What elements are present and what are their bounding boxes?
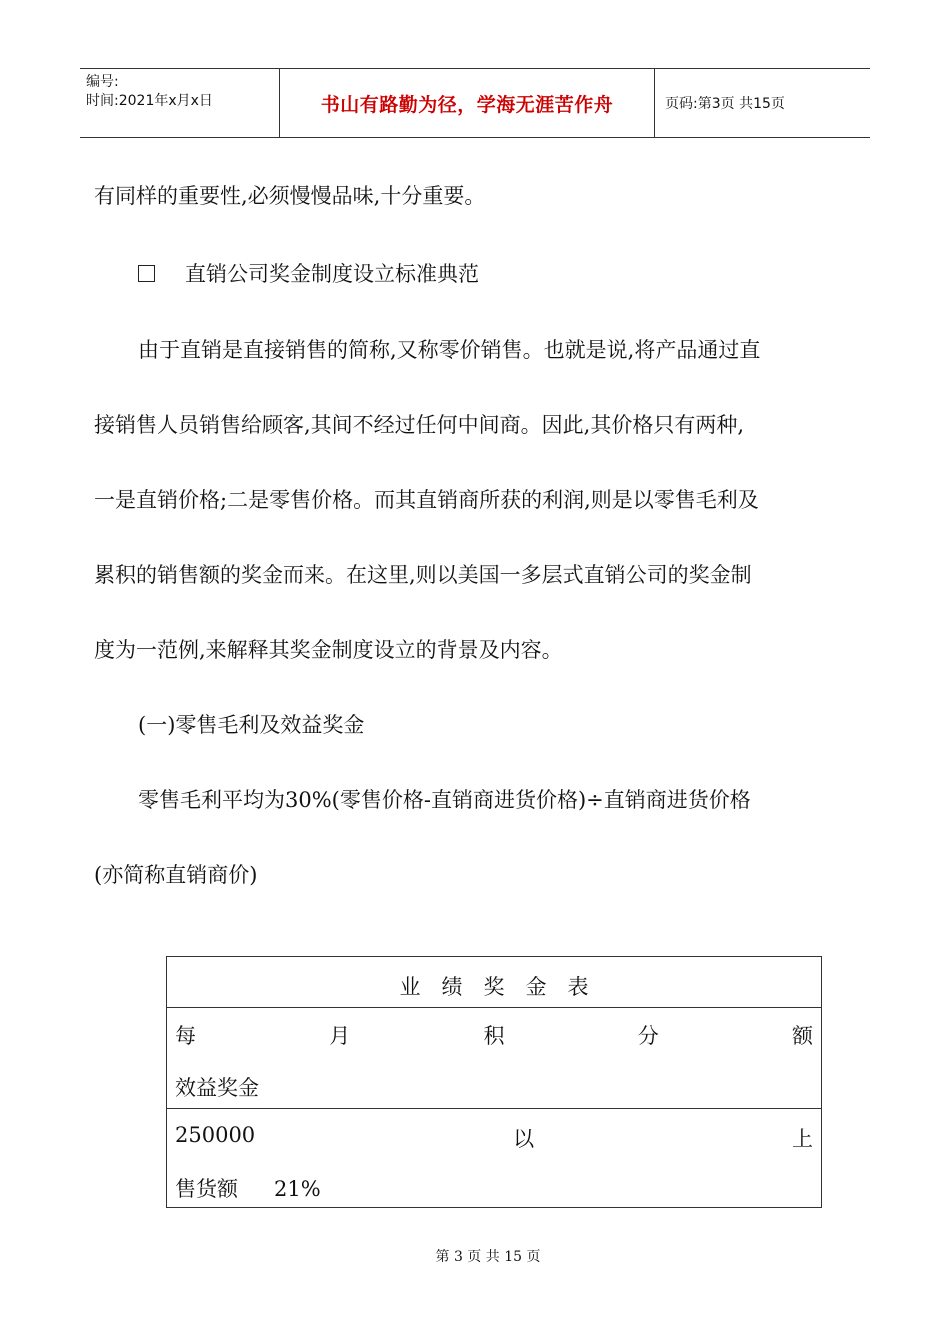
paragraph-line: 由于直销是直接销售的简称,又称零价销售。也就是说,将产品通过直 xyxy=(138,338,761,362)
header-char: 分 xyxy=(637,1024,659,1048)
paragraph-continuation: 有同样的重要性,必须慢慢品味,十分重要。 xyxy=(94,184,486,208)
row1-line2 xyxy=(175,1173,321,1203)
row1-rate: 21% xyxy=(274,1177,321,1201)
bonus-table xyxy=(166,956,822,1208)
header-char: 额 xyxy=(792,1024,813,1048)
row1-label: 售货额 xyxy=(175,1177,238,1201)
table-row-header xyxy=(167,1007,821,1108)
header-char: 月 xyxy=(329,1024,351,1048)
document-number-label: 编号: xyxy=(86,74,119,90)
paragraph-line: 零售毛利平均为30%(零售价格-直销商进货价格)÷直销商进货价格 xyxy=(138,788,751,812)
page-header xyxy=(80,68,870,138)
paragraph-line: 接销售人员销售给顾客,其间不经过任何中间商。因此,其价格只有两种, xyxy=(94,413,745,437)
table-row xyxy=(167,1108,821,1208)
section-heading-text: 直销公司奖金制度设立标准典范 xyxy=(185,262,479,286)
paragraph-line: (亦简称直销商价) xyxy=(94,863,258,887)
row1-spread-line xyxy=(175,1123,813,1153)
header-char: 积 xyxy=(483,1024,505,1048)
row1-word: 以 xyxy=(513,1127,535,1151)
header-char: 每 xyxy=(175,1024,196,1048)
header-page-info: 页码:第3页 共15页 xyxy=(665,96,785,112)
header-spread-line xyxy=(175,1020,813,1050)
paragraph-line: 累积的销售额的奖金而来。在这里,则以美国一多层式直销公司的奖金制 xyxy=(94,563,752,587)
header-line2: 效益奖金 xyxy=(175,1076,259,1100)
subsection-heading: (一)零售毛利及效益奖金 xyxy=(138,713,365,737)
header-motto: 书山有路勤为径，学海无涯苦作舟 xyxy=(280,69,655,137)
document-time-label: 时间:2021年x月x日 xyxy=(86,93,213,109)
section-heading xyxy=(138,258,479,288)
header-meta xyxy=(80,69,280,137)
paragraph-line: 度为一范例,来解释其奖金制度设立的背景及内容。 xyxy=(94,638,563,662)
row1-word: 上 xyxy=(791,1127,813,1151)
page-footer: 第 3 页 共 15 页 xyxy=(435,1249,541,1265)
table-title: 业 绩 奖 金 表 xyxy=(399,975,589,999)
paragraph-line: 一是直销价格;二是零售价格。而其直销商所获的利润,则是以零售毛利及 xyxy=(94,488,759,512)
checkbox-bullet-icon xyxy=(138,265,155,282)
row1-amount: 250000 xyxy=(175,1123,256,1147)
